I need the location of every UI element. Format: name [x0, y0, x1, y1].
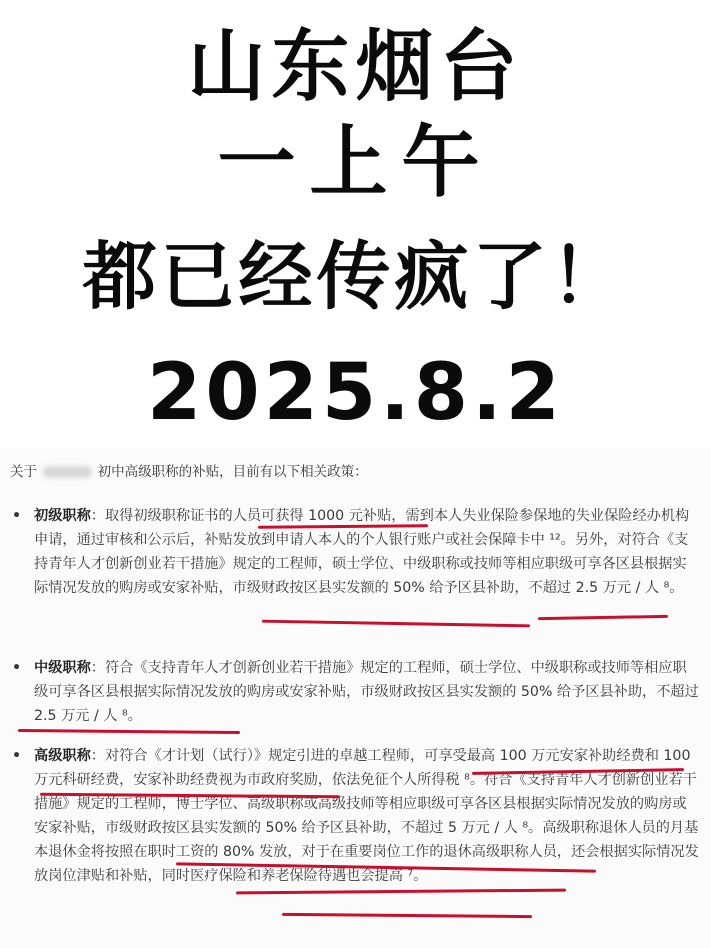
intro-suffix: 初中高级职称的补贴，目前有以下相关政策：: [97, 464, 368, 480]
headline-line-2: 一上午: [217, 118, 494, 208]
bullet-marker: •: [12, 508, 22, 524]
policy-item-title: 中级职称: [34, 660, 91, 676]
headline-date: 2025.8.2: [147, 348, 564, 438]
bullet-marker: •: [12, 660, 22, 676]
bullet-marker: •: [12, 748, 22, 764]
policy-item-text: ：对符合《才计划（试行）》规定引进的卓越工程师，可享受最高 100 万元安家补助经费和 100 万元科研经费，安家补助经费视为市政府奖励，依法免征个人所得税 ⁸。符合《支持青年人才创新创业若干措施》规定的工程师，博士学位、高级职称或高级技师等相应职级可享各区县根据实际情况发放的购房或安家补贴，市级财政按区县实发额的 50% 给予区县补助，不超过 5 万元 / 人 ⁸。高级职称退休人员的月基本退休金将按照在职时工资的 80% 发放，对于在重要岗位工作的退休高级职称人员，还会根据实际情况发放岗位津贴和补贴，同时医疗保险和养老保险待遇也会提高 ⁷。: [34, 748, 699, 884]
policy-item-text: ：符合《支持青年人才创新创业若干措施》规定的工程师，硕士学位、中级职称或技师等相应职级可享各区县根据实际情况发放的购房或安家补贴，市级财政按区县实发额的 50% 给予区县补助，不超过 2.5 万元 / 人 ⁸。: [34, 660, 699, 724]
redacted-region: [43, 466, 91, 478]
highlight-underline: [262, 620, 530, 628]
policy-item-title: 初级职称: [34, 508, 91, 524]
policy-item-text: ：取得初级职称证书的人员可获得 1000 元补贴，需到本人失业保险参保地的失业保险经办机构申请，通过审核和公示后，补贴发放到申请人本人的个人银行账户或社会保障卡中 ¹²。另外，对符合《支持青年人才创新创业若干措施》规定的工程师，硕士学位、中级职称或技师等相应职级可享各区县根据实际情况发放的购房或安家补贴，市级财政按区县实发额的 50% 给予区县补助，不超过 2.5 万元 / 人 ⁸。: [34, 508, 690, 596]
highlight-underline: [282, 913, 532, 918]
highlight-underline: [18, 729, 240, 734]
highlight-underline: [236, 889, 566, 895]
headline-line-3: 都已经传疯了！: [82, 234, 629, 320]
headline-line-1: 山东烟台: [187, 22, 524, 112]
policy-item-junior: [12, 504, 700, 600]
policy-item-intermediate: [12, 656, 700, 728]
document-intro: [10, 460, 368, 480]
highlight-underline: [538, 615, 668, 620]
intro-prefix: 关于: [10, 464, 37, 480]
policy-item-title: 高级职称: [34, 748, 91, 764]
document-screenshot: [0, 448, 711, 948]
